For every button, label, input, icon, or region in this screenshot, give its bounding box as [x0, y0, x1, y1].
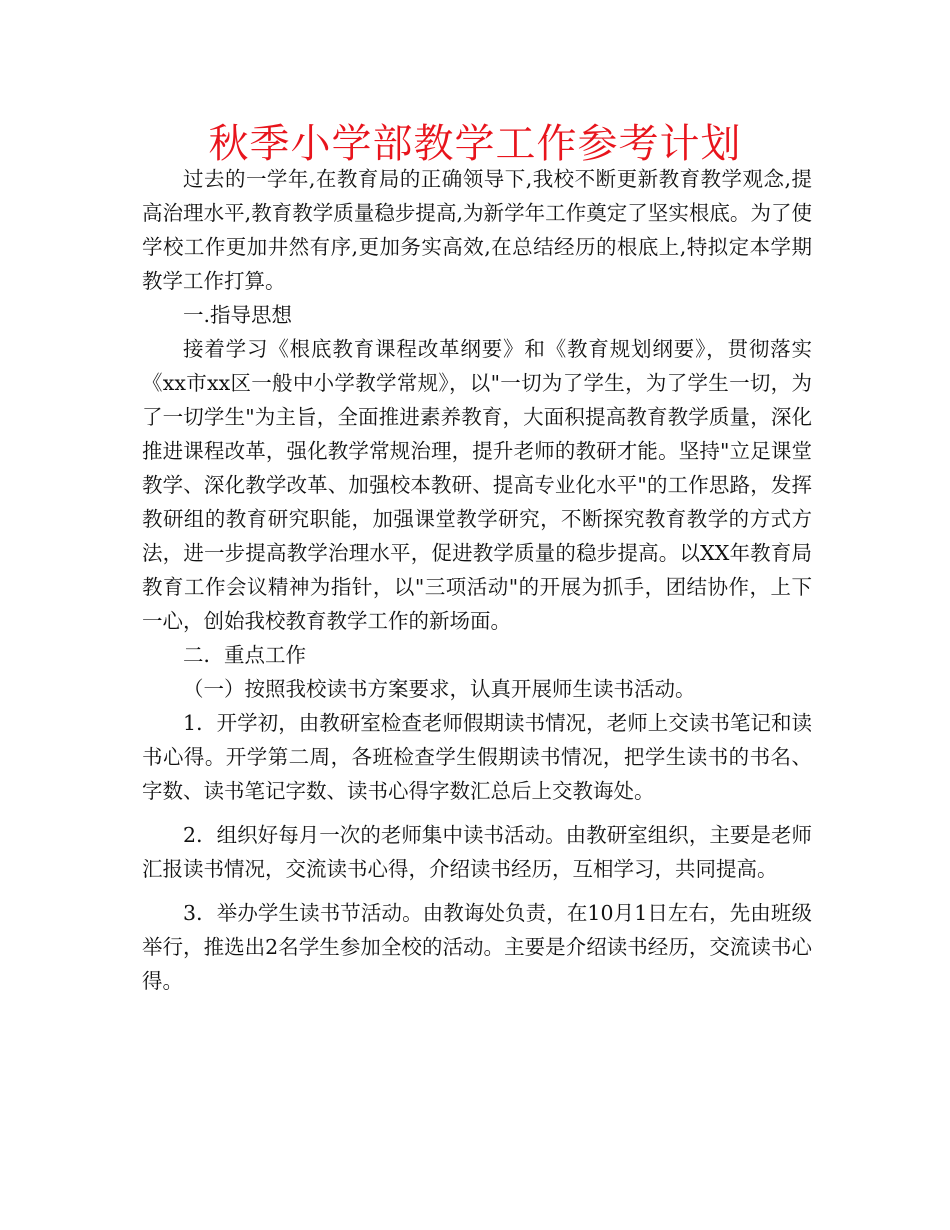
- subheading-reading-activity: （一）按照我校读书方案要求，认真开展师生读书活动。: [183, 677, 696, 701]
- document-title: 秋季小学部教学工作参考计划: [208, 121, 742, 167]
- list-item-2: 2．组织好每月一次的老师集中读书活动。由教研室组织，主要是老师汇报读书情况，交流读书心得，介绍读书经历，互相学习，共同提高。: [142, 823, 812, 881]
- list-item-3: 3．举办学生读书节活动。由教诲处负责，在10月1日左右，先由班级举行，推选出2名学生参加全校的活动。主要是介绍读书经历，交流读书心得。: [142, 901, 812, 993]
- document-body: [142, 162, 812, 998]
- list-item-1: 1．开学初，由教研室检查老师假期读书情况，老师上交读书笔记和读书心得。开学第二周，各班检查学生假期读书情况，把学生读书的书名、字数、读书笔记字数、读书心得字数汇总后上交教诲处。: [142, 711, 812, 803]
- heading-key-work: 二．重点工作: [183, 643, 306, 667]
- paragraph-guiding-ideology: 接着学习《根底教育课程改革纲要》和《教育规划纲要》，贯彻落实《xx市xx区一般中小学教学常规》，以"一切为了学生，为了学生一切，为了一切学生"为主旨，全面推进素养教育，大面积提高教育教学质量，深化推进课程改革，强化教学常规治理，提升老师的教研才能。坚持"立足课堂教学、深化教学改革、加强校本教研、提高专业化水平"的工作思路，发挥教研组的教育研究职能，加强课堂教学研究，不断探究教育教学的方式方法，进一步提高教学治理水平，促进教学质量的稳步提高。以XX年教育局教育工作会议精神为指针，以"三项活动"的开展为抓手，团结协作，上下一心，创始我校教育教学工作的新场面。: [142, 337, 812, 633]
- paragraph-intro: 过去的一学年,在教育局的正确领导下,我校不断更新教育教学观念,提高治理水平,教育教学质量稳步提高,为新学年工作奠定了坚实根底。为了使学校工作更加井然有序,更加务实高效,在总结经历的根底上,特拟定本学期教学工作打算。: [142, 167, 812, 293]
- heading-guiding-ideology: 一.指导思想: [183, 303, 293, 327]
